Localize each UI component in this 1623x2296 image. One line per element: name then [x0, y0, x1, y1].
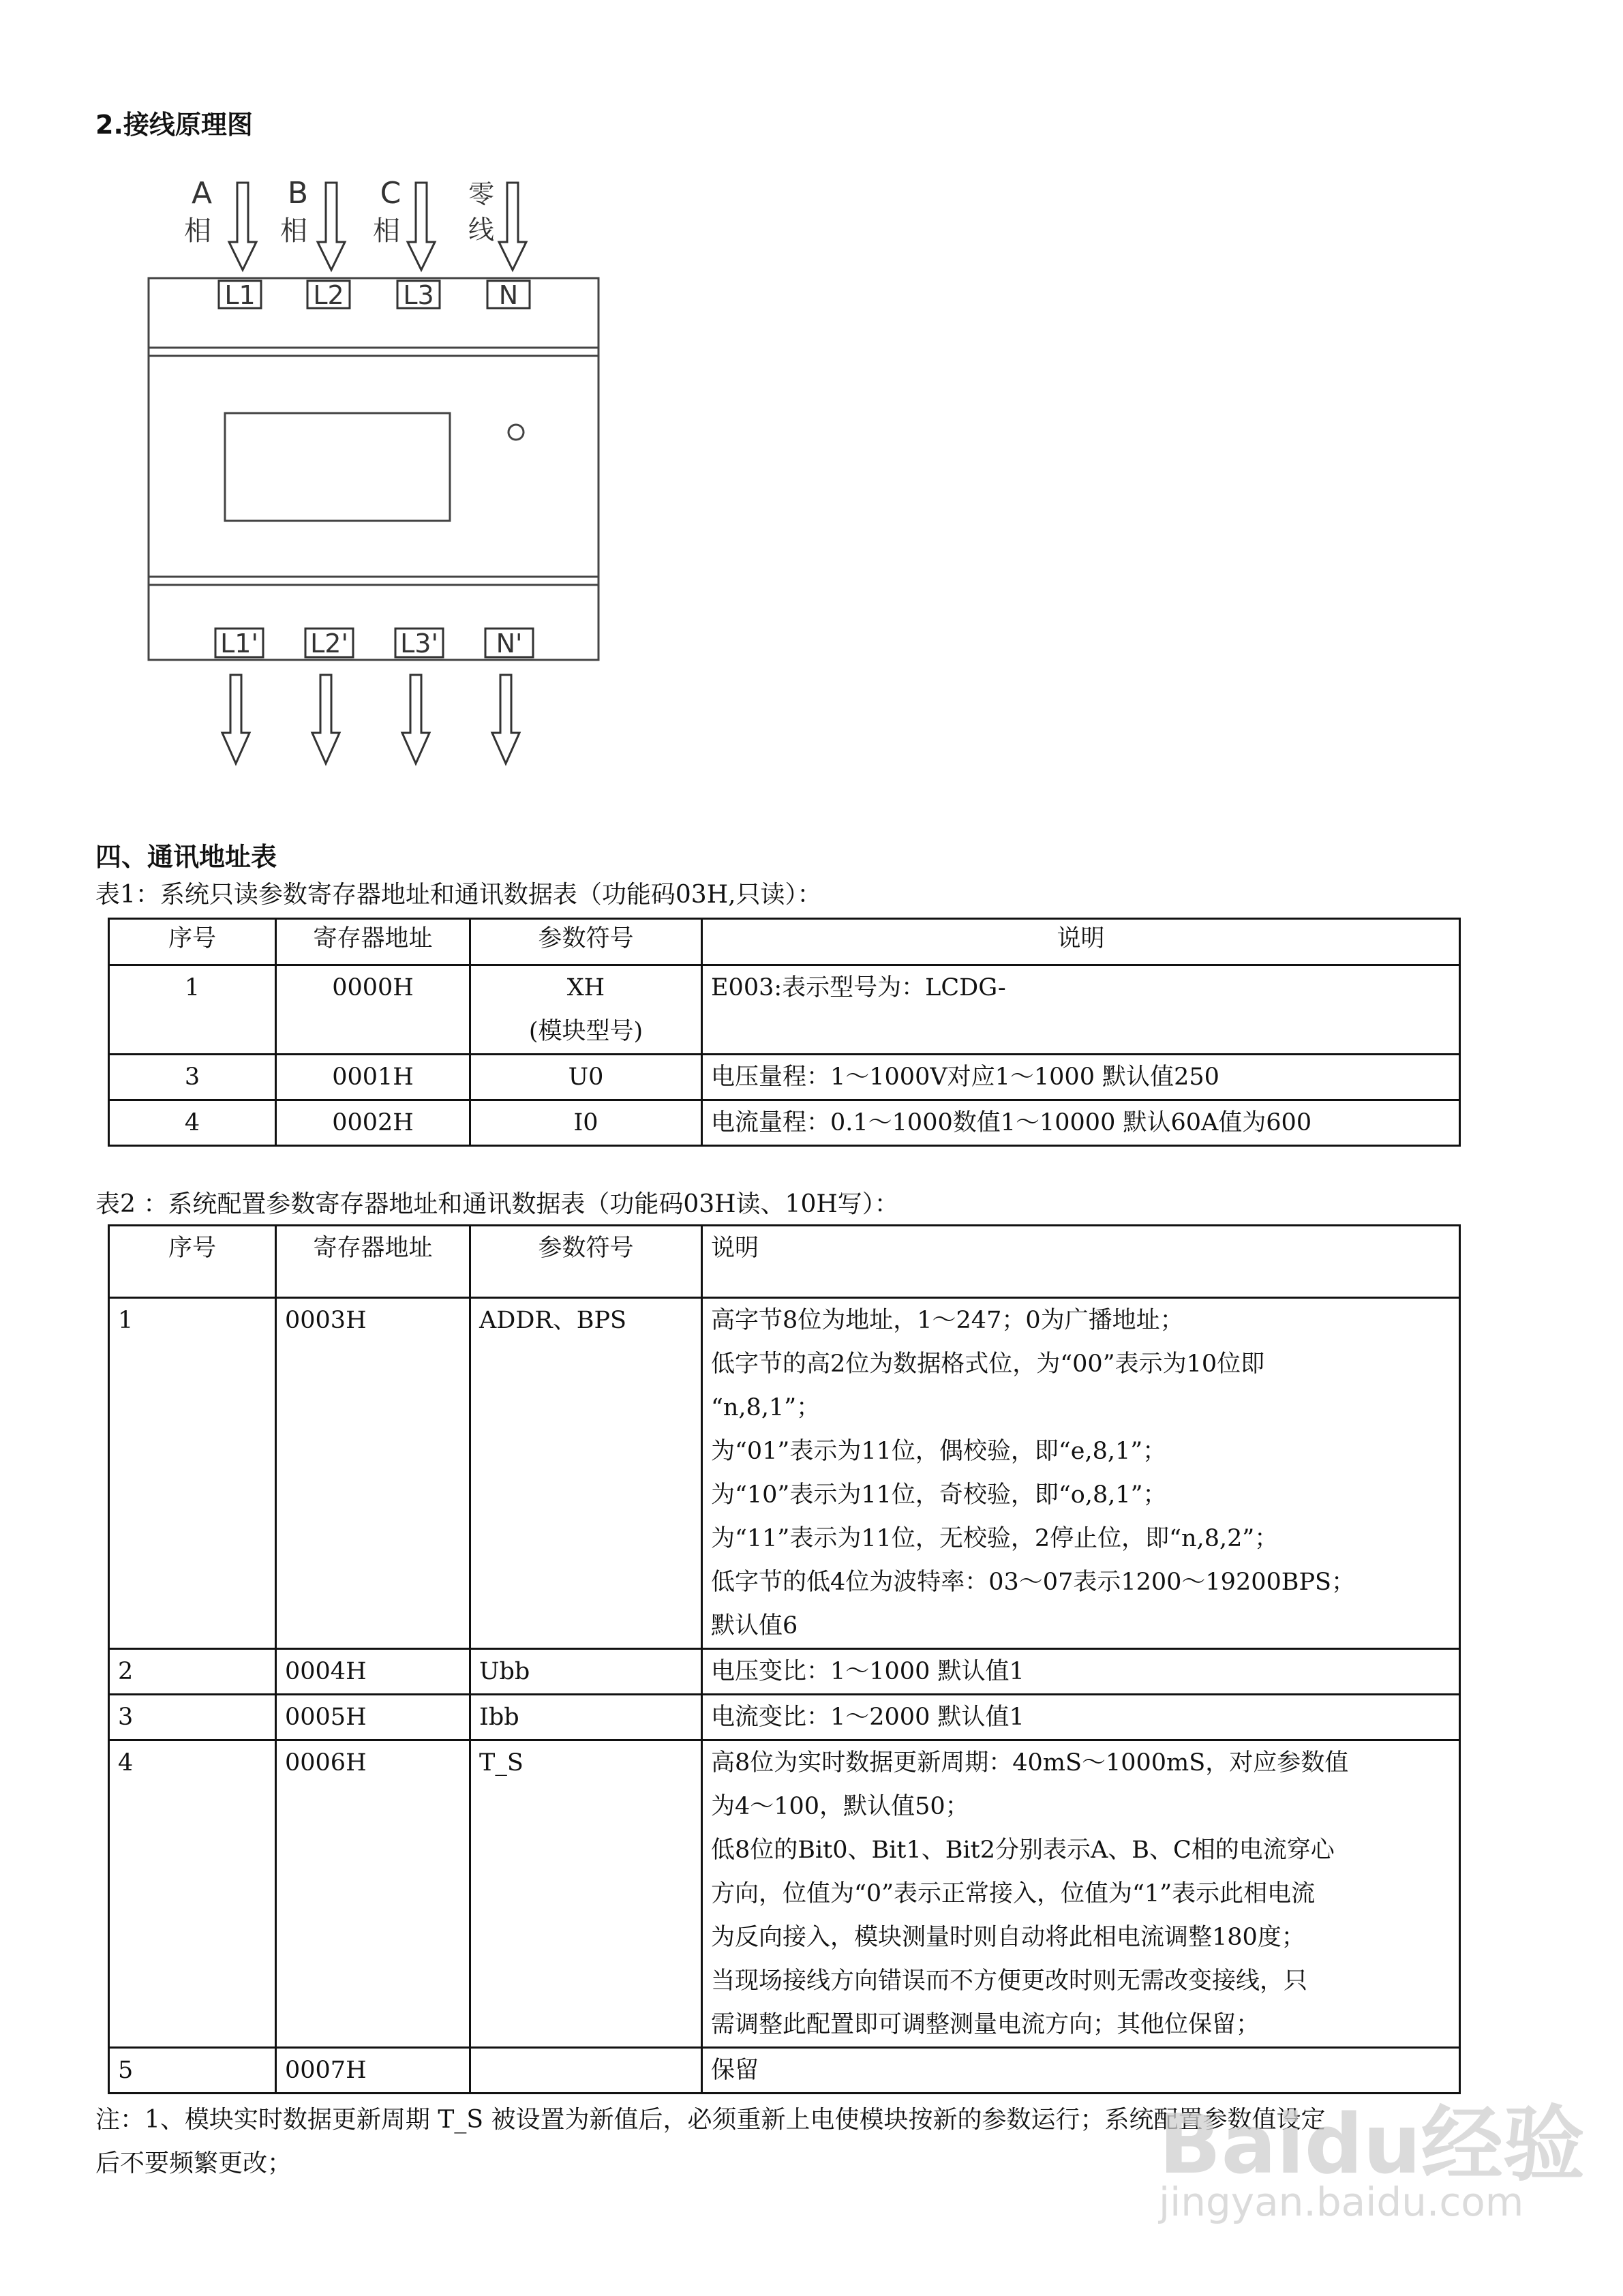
arrow-down-icon: [222, 675, 249, 764]
input-label-neutral: [468, 179, 494, 245]
svg-text:线: 线: [468, 215, 495, 245]
table1-caption: 表1：系统只读参数寄存器地址和通讯数据表（功能码03H,只读）：: [95, 881, 822, 909]
table1: [108, 918, 1461, 1147]
input-label-c: [373, 176, 401, 247]
table-header-row: [109, 919, 1460, 965]
arrow-down-icon: [312, 675, 339, 764]
table-row: 4 0006H T_S 高8位为实时数据更新周期：40mS～1000mS，对应参数值 为4～100，默认值50； 低8位的Bit0、Bit1、Bit2分别表示A、B、C相的电流穿心 方向，位值为“0”表示正常接入，位值为“1”表示此相电流 为反向接入，模块测量时则自动将此相电流调整180度； 当现场接线方向错误而不方便更改时则无需改变接线，只 需调整此配置即可调整测量电流方向；其他位保留；: [109, 1740, 1460, 2048]
col-header-addr: 寄存器地址: [276, 1226, 470, 1298]
terminal-l1: L1: [224, 280, 256, 310]
arrow-down-icon: [492, 675, 519, 764]
table-header-row: [109, 1226, 1460, 1298]
svg-text:相: 相: [184, 215, 211, 247]
watermark-brand: Baidu经验: [1159, 2098, 1585, 2192]
table2: [108, 1224, 1461, 2094]
table-row: 1 0003H ADDR、BPS 高字节8位为地址，1～247；0为广播地址； 低字节的高2位为数据格式位，为“00”表示为10位即 “n,8,1”； 为“01”表示为11位，偶校验，即“e,8,1”； 为“10”表示为11位，奇校验，即“o,8,1”； 为“11”表示为11位，无校验，2停止位，即“n,8,2”； 低字节的低4位为波特率：03～07表示1200～19200BPS； 默认值6: [109, 1298, 1460, 1649]
table-row: 3 0005H Ibb 电流变比：1～2000 默认值1: [109, 1695, 1460, 1740]
arrow-down-icon: [318, 183, 345, 270]
arrow-down-icon: [408, 183, 435, 270]
section4-heading: 四、通讯地址表: [95, 842, 277, 872]
col-header-addr: 寄存器地址: [276, 919, 470, 965]
svg-text:相: 相: [280, 215, 307, 247]
table-row: 2 0004H Ubb 电压变比：1～1000 默认值1: [109, 1649, 1460, 1695]
svg-text:相: 相: [373, 215, 400, 247]
terminal-l2: L2: [313, 280, 344, 310]
col-header-no: 序号: [109, 1226, 276, 1298]
input-label-b: [280, 176, 308, 247]
wiring-heading: 2.接线原理图: [95, 110, 253, 140]
table-row: 1 0000H XH (模块型号) E003:表示型号为：LCDG-: [109, 965, 1460, 1055]
terminal-l2-out: L2': [310, 629, 348, 659]
svg-text:A: A: [191, 176, 213, 211]
indicator-led: [509, 425, 524, 440]
lcd-display: [225, 413, 450, 521]
svg-text:B: B: [287, 176, 309, 211]
arrow-down-icon: [402, 675, 429, 764]
col-header-no: 序号: [109, 919, 276, 965]
input-label-a: [184, 176, 212, 247]
module-body: [149, 278, 598, 660]
table-row: 4 0002H I0 电流量程：0.1～1000数值1～10000 默认60A值为600: [109, 1100, 1460, 1146]
wiring-diagram: [0, 0, 1623, 784]
footnote: 注：1、模块实时数据更新周期 T_S 被设置为新值后，必须重新上电使模块按新的参数运行；系统配置参数值设定 后不要频繁更改；: [95, 2106, 1326, 2177]
table2-caption: 表2 ：系统配置参数寄存器地址和通讯数据表（功能码03H读、10H写）：: [95, 1190, 899, 1218]
col-header-desc: 说明: [702, 1226, 1460, 1298]
terminal-l3-out: L3': [400, 629, 438, 659]
watermark-url: jingyan.baidu.com: [1159, 2179, 1524, 2225]
col-header-desc: 说明: [702, 919, 1460, 965]
col-header-symbol: 参数符号: [470, 919, 702, 965]
terminal-n: N: [498, 280, 519, 310]
terminal-l3: L3: [403, 280, 434, 310]
svg-text:零: 零: [468, 179, 495, 209]
svg-text:C: C: [380, 176, 401, 211]
arrow-down-icon: [499, 183, 526, 270]
table-row: 5 0007H 保留: [109, 2048, 1460, 2094]
terminal-l1-out: L1': [220, 629, 258, 659]
arrow-down-icon: [229, 183, 256, 270]
table-row: 3 0001H U0 电压量程：1～1000V对应1～1000 默认值250: [109, 1055, 1460, 1100]
terminal-n-out: N': [496, 629, 523, 659]
col-header-symbol: 参数符号: [470, 1226, 702, 1298]
